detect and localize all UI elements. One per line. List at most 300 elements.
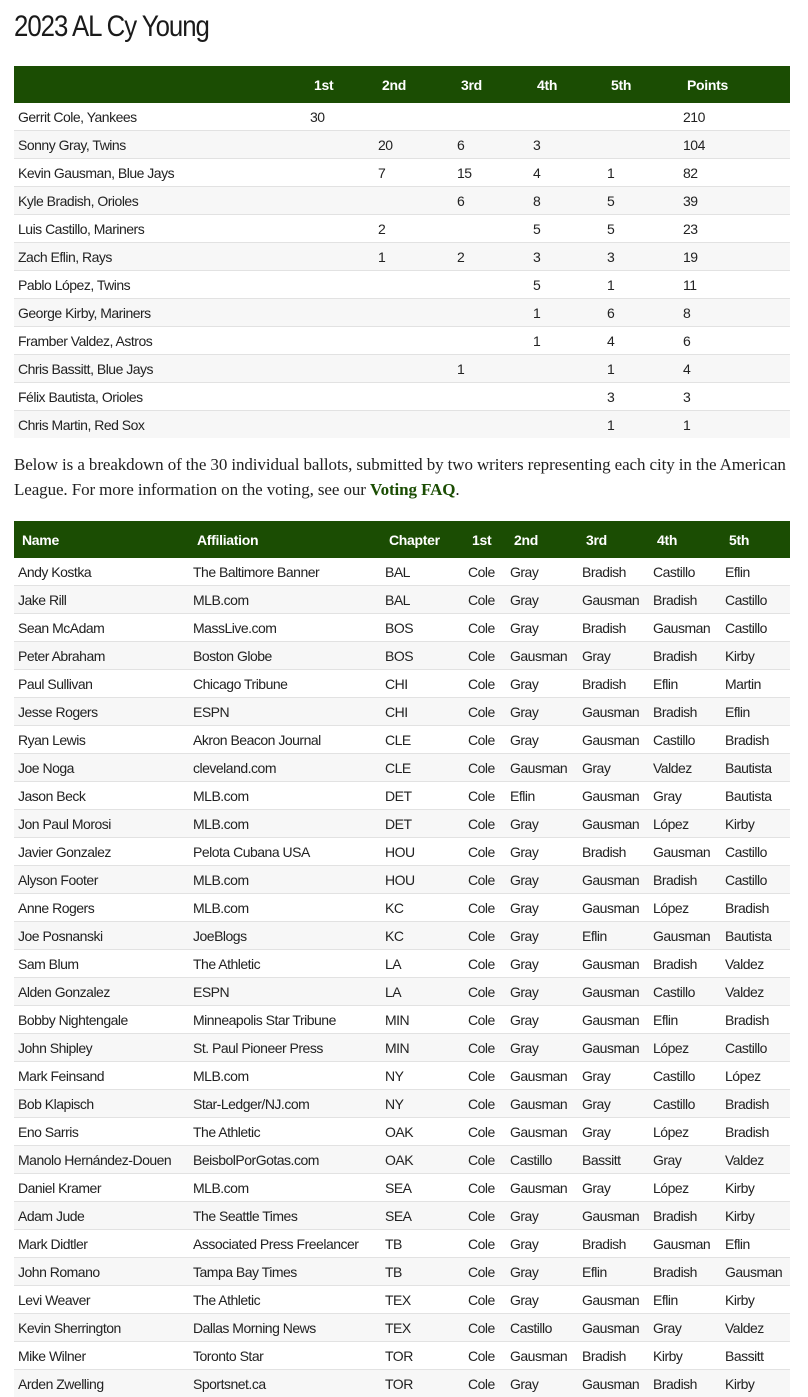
cell-1st: Cole	[464, 1202, 506, 1230]
cell-affiliation: BeisbolPorGotas.com	[189, 1146, 381, 1174]
cell-2nd: Gray	[506, 670, 578, 698]
cell-5th: 1	[603, 271, 679, 299]
table-row	[14, 894, 790, 922]
cell-affiliation: MLB.com	[189, 866, 381, 894]
cell-affiliation: JoeBlogs	[189, 922, 381, 950]
cell-3rd	[453, 411, 529, 439]
cell-2nd: Gray	[506, 1230, 578, 1258]
table-row	[14, 1286, 790, 1314]
cell-3rd: Eflin	[578, 1258, 649, 1286]
cell-name: Ryan Lewis	[14, 726, 189, 754]
cell-name: Jake Rill	[14, 586, 189, 614]
cell-4th: Gausman	[649, 922, 721, 950]
cell-1st: Cole	[464, 810, 506, 838]
cell-4th: Bradish	[649, 1370, 721, 1397]
cell-name: John Romano	[14, 1258, 189, 1286]
cell-4th: Castillo	[649, 558, 721, 586]
cell-5th	[603, 103, 679, 131]
cell-4th	[529, 383, 603, 411]
cell-4th: Gausman	[649, 838, 721, 866]
ballot-table-header	[14, 521, 790, 558]
cell-5th: Kirby	[721, 1286, 790, 1314]
voting-faq-link[interactable]: Voting FAQ	[370, 480, 455, 499]
cell-name: Sam Blum	[14, 950, 189, 978]
cell-points: 8	[679, 299, 790, 327]
cell-5th: Bradish	[721, 1090, 790, 1118]
cell-3rd: Bassitt	[578, 1146, 649, 1174]
cell-5th	[603, 131, 679, 159]
table-row	[14, 1006, 790, 1034]
cell-2nd: Gray	[506, 614, 578, 642]
cell-affiliation: Dallas Morning News	[189, 1314, 381, 1342]
cell-3rd: Bradish	[578, 1342, 649, 1370]
cell-3rd: Gausman	[578, 866, 649, 894]
table-row	[14, 1230, 790, 1258]
cell-4th: 1	[529, 299, 603, 327]
cell-chapter: OAK	[381, 1146, 464, 1174]
cell-name: Daniel Kramer	[14, 1174, 189, 1202]
cell-1st: Cole	[464, 894, 506, 922]
cell-5th: Valdez	[721, 1146, 790, 1174]
cell-4th: 5	[529, 271, 603, 299]
cell-1st: Cole	[464, 1342, 506, 1370]
cell-2nd: Gray	[506, 978, 578, 1006]
cell-3rd: Gausman	[578, 698, 649, 726]
cell-affiliation: MLB.com	[189, 894, 381, 922]
cell-chapter: KC	[381, 894, 464, 922]
cell-points: 210	[679, 103, 790, 131]
cell-5th: Castillo	[721, 1034, 790, 1062]
column-header-points: Points	[679, 66, 790, 103]
cell-1st	[306, 355, 374, 383]
cell-points: 39	[679, 187, 790, 215]
cell-1st: Cole	[464, 950, 506, 978]
column-header-2nd: 2nd	[506, 521, 578, 558]
cell-1st: Cole	[464, 1370, 506, 1397]
cell-1st: Cole	[464, 1090, 506, 1118]
cell-chapter: DET	[381, 782, 464, 810]
cell-4th: Gausman	[649, 1230, 721, 1258]
ballot-table-body	[14, 558, 790, 1397]
cell-2nd: Castillo	[506, 1146, 578, 1174]
cell-1st: Cole	[464, 642, 506, 670]
cell-name: Jon Paul Morosi	[14, 810, 189, 838]
cell-3rd	[453, 327, 529, 355]
cell-3rd: Gray	[578, 1118, 649, 1146]
cell-player: Framber Valdez, Astros	[14, 327, 306, 355]
cell-5th: 1	[603, 159, 679, 187]
column-header-3rd: 3rd	[578, 521, 649, 558]
column-header-4th: 4th	[529, 66, 603, 103]
table-row	[14, 1090, 790, 1118]
cell-points: 4	[679, 355, 790, 383]
cell-3rd: 6	[453, 131, 529, 159]
cell-4th: 5	[529, 215, 603, 243]
cell-5th: Kirby	[721, 810, 790, 838]
cell-2nd: 7	[374, 159, 453, 187]
cell-5th: Gausman	[721, 1258, 790, 1286]
cell-affiliation: The Athletic	[189, 1118, 381, 1146]
cell-4th: 1	[529, 327, 603, 355]
cell-5th: 3	[603, 243, 679, 271]
cell-affiliation: ESPN	[189, 698, 381, 726]
cell-5th: Kirby	[721, 1370, 790, 1397]
cell-1st	[306, 187, 374, 215]
cell-player: Gerrit Cole, Yankees	[14, 103, 306, 131]
cell-5th: Kirby	[721, 1202, 790, 1230]
table-row	[14, 1174, 790, 1202]
cell-2nd: Gray	[506, 1202, 578, 1230]
cell-points: 19	[679, 243, 790, 271]
cell-4th: López	[649, 1118, 721, 1146]
cell-affiliation: Akron Beacon Journal	[189, 726, 381, 754]
cell-player: Pablo López, Twins	[14, 271, 306, 299]
cell-chapter: TB	[381, 1258, 464, 1286]
cell-5th: 5	[603, 187, 679, 215]
table-row	[14, 642, 790, 670]
cell-points: 3	[679, 383, 790, 411]
cell-5th: Valdez	[721, 978, 790, 1006]
cell-5th: 1	[603, 411, 679, 439]
table-row	[14, 159, 790, 187]
cell-5th: Castillo	[721, 866, 790, 894]
table-row	[14, 299, 790, 327]
cell-5th: Martin	[721, 670, 790, 698]
cell-1st: Cole	[464, 698, 506, 726]
intro-text: Below is a breakdown of the 30 individual ballots, submitted by two writers representing each city in the American League. For more information on the voting, see our	[14, 455, 786, 499]
cell-affiliation: Associated Press Freelancer	[189, 1230, 381, 1258]
vote-summary-table	[14, 66, 790, 438]
table-row	[14, 1034, 790, 1062]
cell-1st: Cole	[464, 726, 506, 754]
cell-4th: Bradish	[649, 1202, 721, 1230]
cell-2nd	[374, 411, 453, 439]
cell-2nd	[374, 383, 453, 411]
cell-1st	[306, 327, 374, 355]
table-row	[14, 614, 790, 642]
cell-1st	[306, 159, 374, 187]
vote-summary-body	[14, 103, 790, 438]
cell-chapter: BOS	[381, 614, 464, 642]
cell-5th: Eflin	[721, 698, 790, 726]
cell-1st: Cole	[464, 1258, 506, 1286]
cell-1st: Cole	[464, 866, 506, 894]
cell-3rd: 2	[453, 243, 529, 271]
cell-2nd: Gray	[506, 810, 578, 838]
ballot-table	[14, 521, 790, 1397]
cell-3rd: 1	[453, 355, 529, 383]
cell-3rd: Gausman	[578, 586, 649, 614]
cell-chapter: SEA	[381, 1174, 464, 1202]
cell-name: Eno Sarris	[14, 1118, 189, 1146]
table-row	[14, 383, 790, 411]
cell-2nd: Gray	[506, 1034, 578, 1062]
cell-chapter: KC	[381, 922, 464, 950]
cell-name: Andy Kostka	[14, 558, 189, 586]
cell-player: Félix Bautista, Orioles	[14, 383, 306, 411]
vote-summary-header	[14, 66, 790, 103]
cell-2nd: Gray	[506, 726, 578, 754]
cell-3rd: Bradish	[578, 670, 649, 698]
table-row	[14, 1118, 790, 1146]
cell-name: Javier Gonzalez	[14, 838, 189, 866]
cell-2nd: Gray	[506, 698, 578, 726]
cell-3rd: Gausman	[578, 950, 649, 978]
cell-4th: Castillo	[649, 1062, 721, 1090]
cell-affiliation: The Athletic	[189, 950, 381, 978]
cell-3rd	[453, 299, 529, 327]
cell-1st	[306, 299, 374, 327]
table-row	[14, 131, 790, 159]
cell-affiliation: MLB.com	[189, 1174, 381, 1202]
page-title: 2023 AL Cy Young	[14, 10, 209, 44]
cell-4th: Bradish	[649, 1258, 721, 1286]
cell-5th: Bautista	[721, 754, 790, 782]
cell-chapter: CHI	[381, 670, 464, 698]
cell-4th: Eflin	[649, 1006, 721, 1034]
cell-4th: Eflin	[649, 670, 721, 698]
cell-chapter: NY	[381, 1062, 464, 1090]
cell-chapter: DET	[381, 810, 464, 838]
cell-2nd	[374, 355, 453, 383]
cell-3rd: Gray	[578, 1062, 649, 1090]
table-row	[14, 243, 790, 271]
cell-5th: Castillo	[721, 838, 790, 866]
cell-affiliation: The Seattle Times	[189, 1202, 381, 1230]
cell-1st	[306, 131, 374, 159]
cell-1st: 30	[306, 103, 374, 131]
table-row	[14, 271, 790, 299]
cell-name: Paul Sullivan	[14, 670, 189, 698]
cell-4th: Bradish	[649, 586, 721, 614]
cell-3rd: Bradish	[578, 614, 649, 642]
cell-player: Zach Eflin, Rays	[14, 243, 306, 271]
cell-name: Levi Weaver	[14, 1286, 189, 1314]
cell-2nd: Gray	[506, 1006, 578, 1034]
cell-1st: Cole	[464, 1230, 506, 1258]
cell-5th: Castillo	[721, 586, 790, 614]
cell-5th: 6	[603, 299, 679, 327]
cell-1st: Cole	[464, 838, 506, 866]
cell-1st	[306, 243, 374, 271]
cell-player: Chris Bassitt, Blue Jays	[14, 355, 306, 383]
table-row	[14, 1370, 790, 1397]
cell-2nd: Gausman	[506, 1174, 578, 1202]
cell-chapter: CLE	[381, 726, 464, 754]
cell-5th: Kirby	[721, 642, 790, 670]
cell-2nd: Eflin	[506, 782, 578, 810]
cell-1st	[306, 271, 374, 299]
column-header-2nd: 2nd	[374, 66, 453, 103]
cell-chapter: CLE	[381, 754, 464, 782]
cell-player: Kyle Bradish, Orioles	[14, 187, 306, 215]
cell-2nd	[374, 271, 453, 299]
cell-name: Joe Posnanski	[14, 922, 189, 950]
cell-1st: Cole	[464, 782, 506, 810]
cell-affiliation: Pelota Cubana USA	[189, 838, 381, 866]
column-header-affiliation: Affiliation	[189, 521, 381, 558]
cell-chapter: CHI	[381, 698, 464, 726]
table-row	[14, 103, 790, 131]
table-row	[14, 838, 790, 866]
cell-4th: 8	[529, 187, 603, 215]
cell-chapter: TOR	[381, 1342, 464, 1370]
cell-chapter: LA	[381, 978, 464, 1006]
cell-4th: Bradish	[649, 950, 721, 978]
cell-2nd: Gausman	[506, 642, 578, 670]
cell-4th: Eflin	[649, 1286, 721, 1314]
cell-name: Sean McAdam	[14, 614, 189, 642]
cell-5th: Bautista	[721, 782, 790, 810]
table-row	[14, 558, 790, 586]
cell-name: Kevin Sherrington	[14, 1314, 189, 1342]
cell-3rd: Gray	[578, 1090, 649, 1118]
cell-1st: Cole	[464, 1174, 506, 1202]
cell-2nd: 2	[374, 215, 453, 243]
cell-4th: Gray	[649, 782, 721, 810]
table-row	[14, 810, 790, 838]
table-row	[14, 411, 790, 439]
cell-3rd: Gausman	[578, 810, 649, 838]
cell-3rd: Bradish	[578, 558, 649, 586]
column-header-4th: 4th	[649, 521, 721, 558]
cell-5th: 1	[603, 355, 679, 383]
column-header-5th: 5th	[721, 521, 790, 558]
cell-4th: Castillo	[649, 978, 721, 1006]
ballot-intro	[14, 452, 794, 502]
cell-name: Bobby Nightengale	[14, 1006, 189, 1034]
table-row	[14, 355, 790, 383]
cell-3rd	[453, 215, 529, 243]
cell-2nd	[374, 187, 453, 215]
cell-name: Alyson Footer	[14, 866, 189, 894]
cell-2nd	[374, 103, 453, 131]
cell-2nd: Gray	[506, 586, 578, 614]
cell-3rd: Gausman	[578, 978, 649, 1006]
cell-3rd	[453, 271, 529, 299]
table-row	[14, 1314, 790, 1342]
cell-1st: Cole	[464, 670, 506, 698]
cell-5th: Valdez	[721, 950, 790, 978]
cell-points: 82	[679, 159, 790, 187]
cell-name: Mark Feinsand	[14, 1062, 189, 1090]
cell-3rd: Gausman	[578, 894, 649, 922]
cell-2nd: Gausman	[506, 1062, 578, 1090]
cell-5th: 4	[603, 327, 679, 355]
cell-5th: Bradish	[721, 1006, 790, 1034]
cell-name: Joe Noga	[14, 754, 189, 782]
table-row	[14, 327, 790, 355]
cell-5th: Valdez	[721, 1314, 790, 1342]
cell-1st: Cole	[464, 1006, 506, 1034]
table-row	[14, 187, 790, 215]
cell-player: George Kirby, Mariners	[14, 299, 306, 327]
column-header-player	[14, 66, 306, 103]
cell-points: 6	[679, 327, 790, 355]
cell-4th: López	[649, 1034, 721, 1062]
table-row	[14, 215, 790, 243]
cell-affiliation: Sportsnet.ca	[189, 1370, 381, 1397]
cell-3rd: Gausman	[578, 1286, 649, 1314]
cell-affiliation: Chicago Tribune	[189, 670, 381, 698]
cell-1st	[306, 383, 374, 411]
column-header-1st: 1st	[306, 66, 374, 103]
table-row	[14, 922, 790, 950]
cell-2nd: Gray	[506, 1286, 578, 1314]
cell-4th: Castillo	[649, 726, 721, 754]
table-row	[14, 866, 790, 894]
cell-chapter: TEX	[381, 1286, 464, 1314]
cell-name: Jason Beck	[14, 782, 189, 810]
cell-1st: Cole	[464, 1034, 506, 1062]
cell-name: Bob Klapisch	[14, 1090, 189, 1118]
cell-5th: Kirby	[721, 1174, 790, 1202]
cell-5th: Eflin	[721, 1230, 790, 1258]
cell-5th: López	[721, 1062, 790, 1090]
table-row	[14, 726, 790, 754]
cell-name: Peter Abraham	[14, 642, 189, 670]
cell-4th: 3	[529, 243, 603, 271]
cell-affiliation: ESPN	[189, 978, 381, 1006]
cell-4th: Castillo	[649, 1090, 721, 1118]
cell-chapter: OAK	[381, 1118, 464, 1146]
cell-1st: Cole	[464, 614, 506, 642]
cell-2nd: Gausman	[506, 1090, 578, 1118]
cell-3rd: Gausman	[578, 1006, 649, 1034]
cell-chapter: HOU	[381, 838, 464, 866]
cell-3rd: Gray	[578, 642, 649, 670]
cell-2nd: Gray	[506, 866, 578, 894]
cell-chapter: BAL	[381, 586, 464, 614]
cell-3rd: Gausman	[578, 1370, 649, 1397]
cell-player: Chris Martin, Red Sox	[14, 411, 306, 439]
cell-points: 104	[679, 131, 790, 159]
cell-4th: López	[649, 894, 721, 922]
table-row	[14, 1062, 790, 1090]
table-row	[14, 1258, 790, 1286]
cell-2nd: Gausman	[506, 754, 578, 782]
cell-2nd: 1	[374, 243, 453, 271]
cell-3rd: Gray	[578, 754, 649, 782]
cell-4th: Kirby	[649, 1342, 721, 1370]
cell-4th: Gray	[649, 1146, 721, 1174]
cell-3rd: Gray	[578, 1174, 649, 1202]
cell-affiliation: Star-Ledger/NJ.com	[189, 1090, 381, 1118]
cell-5th: Bautista	[721, 922, 790, 950]
cell-2nd: Gray	[506, 922, 578, 950]
cell-5th: Bradish	[721, 726, 790, 754]
cell-player: Sonny Gray, Twins	[14, 131, 306, 159]
cell-1st: Cole	[464, 922, 506, 950]
cell-2nd: 20	[374, 131, 453, 159]
cell-1st: Cole	[464, 1146, 506, 1174]
cell-5th: Bradish	[721, 1118, 790, 1146]
column-header-chapter: Chapter	[381, 521, 464, 558]
cell-5th: 3	[603, 383, 679, 411]
cell-3rd: Bradish	[578, 1230, 649, 1258]
cell-player: Kevin Gausman, Blue Jays	[14, 159, 306, 187]
cell-4th: Valdez	[649, 754, 721, 782]
cell-5th: Castillo	[721, 614, 790, 642]
cell-affiliation: Toronto Star	[189, 1342, 381, 1370]
cell-3rd: Gausman	[578, 726, 649, 754]
cell-player: Luis Castillo, Mariners	[14, 215, 306, 243]
cell-chapter: HOU	[381, 866, 464, 894]
cell-4th	[529, 411, 603, 439]
cell-2nd: Castillo	[506, 1314, 578, 1342]
cell-chapter: TEX	[381, 1314, 464, 1342]
table-row	[14, 1342, 790, 1370]
